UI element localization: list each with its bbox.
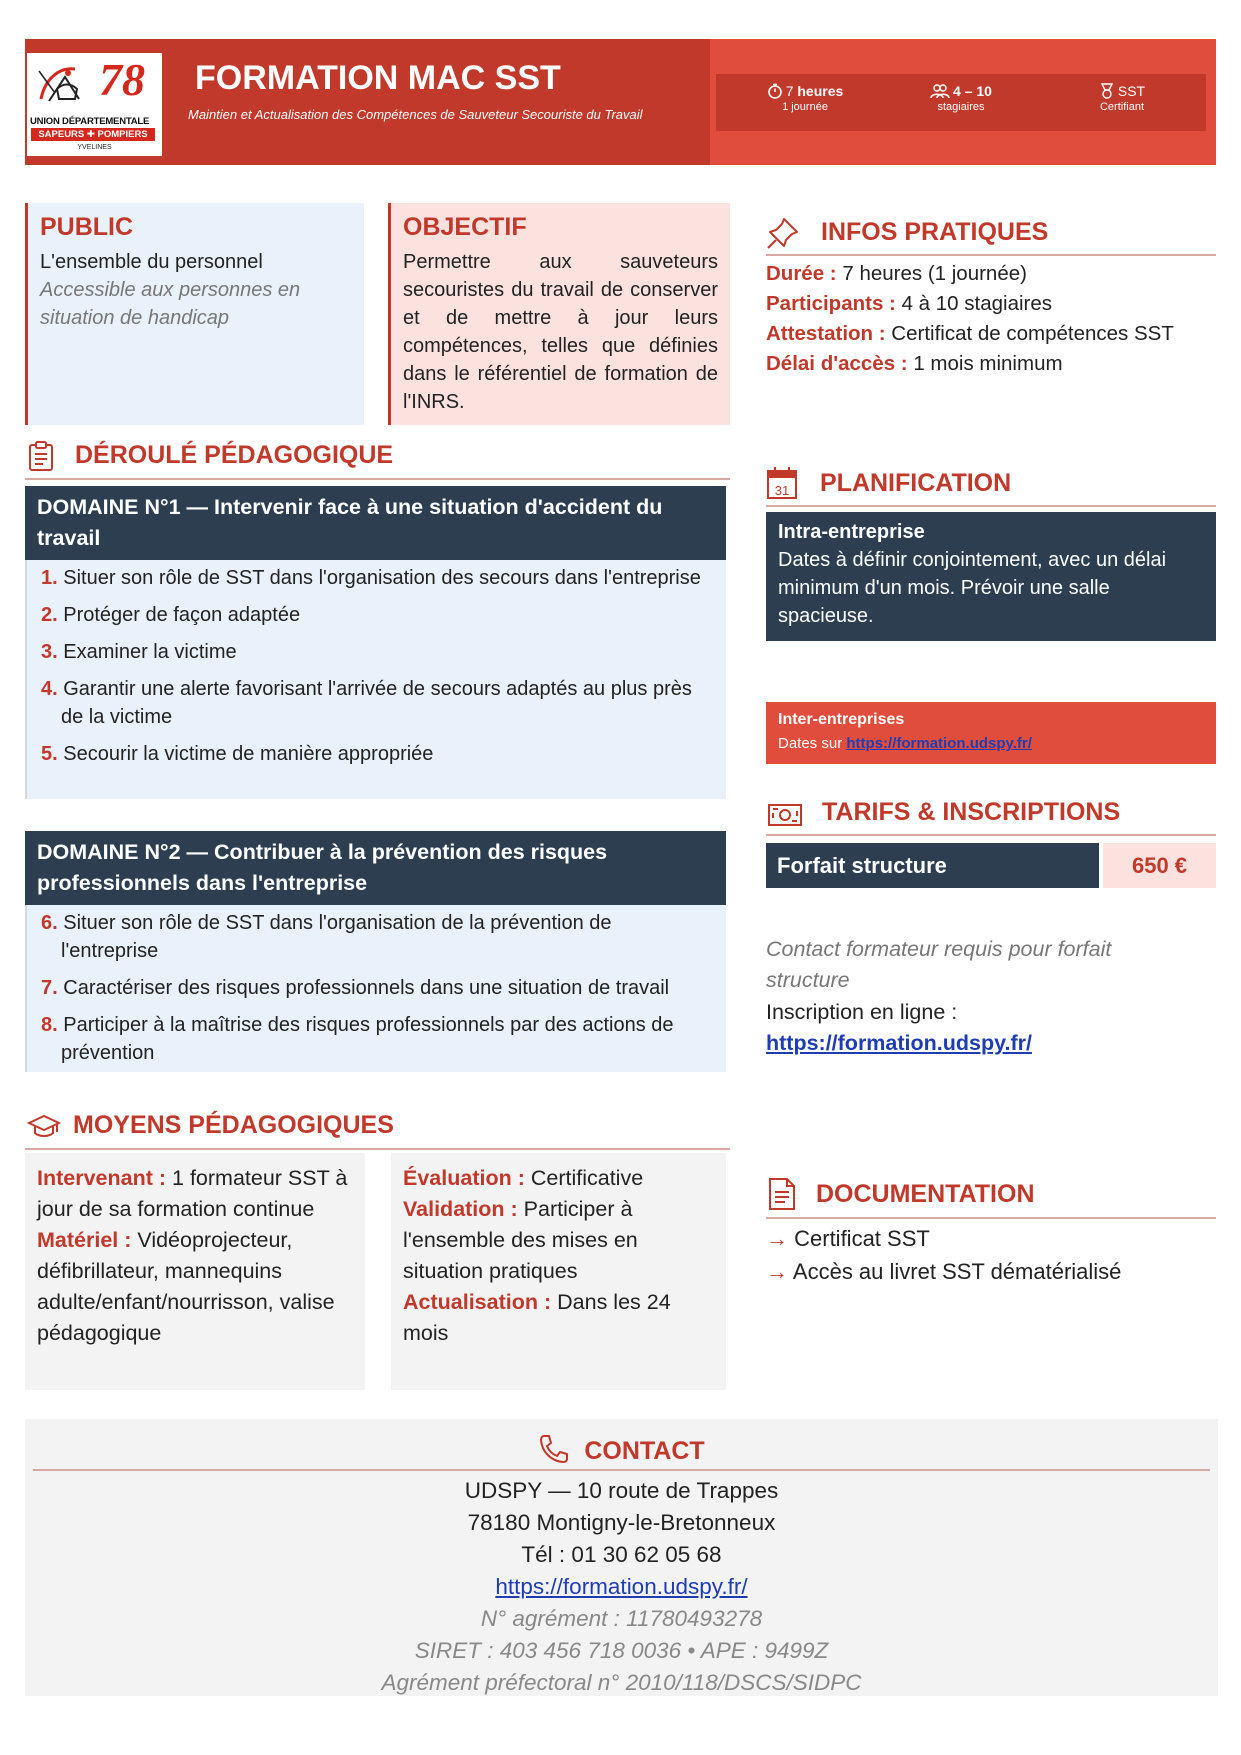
contact-address-line2: 78180 Montigny-le-Bretonneux — [467, 1510, 776, 1535]
evaluation-label: Évaluation : — [403, 1166, 525, 1190]
logo-line-sapeurs: SAPEURS ✚ POMPIERS — [31, 128, 155, 141]
stat-participants-value: 4 – 10 — [953, 83, 992, 99]
domain-1-list — [25, 560, 726, 799]
item-number: 1. — [41, 567, 58, 589]
inscription-link[interactable]: https://formation.udspy.fr/ — [766, 1031, 1032, 1055]
stat-duration-unit: heures — [797, 83, 844, 99]
infos-title: INFOS PRATIQUES — [821, 218, 1049, 246]
forfait-price: 650 € — [1103, 843, 1216, 888]
list-item — [766, 1222, 1216, 1255]
infos-list — [766, 259, 1216, 379]
item-number: 8. — [41, 1014, 58, 1036]
info-value: Certificat de compétences SST — [891, 322, 1174, 345]
intra-entreprise-box — [766, 512, 1216, 641]
moyens-left-box — [25, 1153, 365, 1390]
group-icon — [930, 83, 950, 99]
list-item — [41, 638, 714, 666]
list-item — [41, 909, 714, 965]
moyens-divider — [25, 1148, 730, 1150]
inter-dates-line — [778, 732, 1204, 756]
info-label: Durée : — [766, 262, 837, 285]
item-number: 7. — [41, 977, 58, 999]
arrow-right-icon: → — [766, 1259, 788, 1284]
materiel-text: Vidéoprojecteur, défibrillateur, mannequins adulte/enfant/nourrisson, valise pédagogique — [37, 1228, 335, 1345]
evaluation-text: Certificative — [530, 1166, 644, 1190]
item-text: Situer son rôle de SST dans l'organisation de la prévention de l'entreprise — [61, 912, 612, 962]
deroule-divider — [25, 478, 730, 480]
contact-box — [25, 1419, 1218, 1696]
info-label: Délai d'accès : — [766, 352, 908, 375]
domain-2-list — [25, 905, 726, 1072]
inter-entreprises-box — [766, 702, 1216, 764]
documentation-title: DOCUMENTATION — [816, 1180, 1035, 1208]
stats-bar — [716, 74, 1206, 131]
stat-participants-label: stagiaires — [937, 101, 985, 113]
intra-title: Intra-entreprise — [778, 521, 925, 543]
stopwatch-icon — [767, 83, 783, 99]
intervenant-label: Intervenant : — [37, 1166, 167, 1190]
actualisation-text: Dans les 24 mois — [403, 1290, 671, 1345]
document-icon — [768, 1177, 796, 1211]
arrow-right-icon: → — [766, 1226, 788, 1251]
stat-participants — [901, 82, 1021, 114]
phone-icon — [538, 1433, 570, 1465]
domain-2-title: DOMAINE N°2 — Contribuer à la prévention des risques professionnels dans l'entreprise — [25, 831, 726, 905]
calendar-icon — [766, 466, 798, 500]
info-label: Attestation : — [766, 322, 886, 345]
forfait-label: Forfait structure — [766, 843, 1099, 888]
domain-1-title: DOMAINE N°1 — Intervenir face à une situation d'accident du travail — [25, 486, 726, 560]
inter-title: Inter-entreprises — [778, 711, 905, 728]
contact-title: CONTACT — [584, 1437, 705, 1465]
item-text: Situer son rôle de SST dans l'organisation des secours dans l'entreprise — [63, 567, 701, 589]
contact-website-link[interactable]: https://formation.udspy.fr/ — [495, 1574, 748, 1599]
info-value: 1 mois minimum — [913, 352, 1063, 375]
item-text: Protéger de façon adaptée — [63, 604, 301, 626]
moyens-evaluation — [403, 1163, 714, 1194]
item-text: Participer à la maîtrise des risques professionnels par des actions de prévention — [61, 1014, 674, 1064]
inscription-label: Inscription en ligne : — [766, 1000, 958, 1024]
stat-certification — [1062, 82, 1182, 114]
planification-title: PLANIFICATION — [820, 469, 1012, 497]
moyens-validation — [403, 1194, 714, 1287]
item-number: 5. — [41, 743, 58, 765]
info-value: 4 à 10 stagiaires — [901, 292, 1053, 315]
contact-agrement: N° agrément : 11780493278 — [480, 1606, 763, 1631]
moyens-right-box — [391, 1153, 726, 1390]
item-number: 2. — [41, 604, 58, 626]
contact-divider — [33, 1469, 1210, 1471]
item-text: Secourir la victime de manière appropriée — [63, 743, 434, 765]
info-value: 7 heures (1 journée) — [842, 262, 1027, 285]
list-item — [41, 974, 714, 1002]
tarifs-title: TARIFS & INSCRIPTIONS — [822, 798, 1121, 826]
calendar-day-number: 31 — [774, 483, 790, 498]
page-title: FORMATION MAC SST — [195, 59, 561, 97]
page-subtitle: Maintien et Actualisation des Compétences de Sauveteur Secouriste du Travail — [188, 107, 643, 122]
objectif-box — [388, 203, 730, 425]
deroule-title: DÉROULÉ PÉDAGOGIQUE — [75, 441, 394, 469]
doc-item-text: Certificat SST — [794, 1226, 930, 1251]
actualisation-label: Actualisation : — [403, 1290, 552, 1314]
info-duree — [766, 259, 1216, 289]
contact-heading — [25, 1433, 1218, 1466]
item-text: Examiner la victime — [63, 641, 237, 663]
logo-number: 78 — [99, 54, 145, 105]
list-item — [41, 675, 714, 731]
medal-icon — [1099, 83, 1115, 99]
item-text: Caractériser des risques professionnels dans une situation de travail — [63, 977, 670, 999]
validation-label: Validation : — [403, 1197, 518, 1221]
udspy-logo — [27, 53, 162, 156]
moyens-title: MOYENS PÉDAGOGIQUES — [73, 1111, 394, 1139]
item-number: 4. — [41, 678, 58, 700]
header-banner — [25, 39, 1216, 165]
list-item — [41, 601, 714, 629]
doc-item-text: Accès au livret SST dématérialisé — [792, 1259, 1122, 1284]
graduation-cap-icon — [27, 1114, 61, 1140]
clipboard-icon — [27, 440, 55, 472]
logo-line-yvelines: YVELINES — [77, 144, 112, 151]
moyens-actualisation — [403, 1287, 714, 1349]
contact-address-line1: UDSPY — 10 route de Trappes — [464, 1478, 779, 1503]
materiel-label: Matériel : — [37, 1228, 132, 1252]
documentation-divider — [766, 1217, 1216, 1219]
domain-1 — [25, 486, 726, 799]
inter-dates-prefix: Dates sur — [778, 735, 843, 752]
info-label: Participants : — [766, 292, 896, 315]
objectif-title: OBJECTIF — [403, 213, 527, 241]
planification-divider — [766, 505, 1216, 507]
info-attestation — [766, 319, 1216, 349]
stat-certification-label: Certifiant — [1099, 101, 1145, 113]
stat-certification-value: SST — [1117, 83, 1146, 99]
intervenant-text: 1 formateur SST à jour de sa formation continue — [37, 1166, 348, 1221]
stat-duration-label: 1 journée — [782, 101, 828, 113]
pin-icon — [766, 216, 800, 250]
stat-duration — [745, 82, 865, 114]
public-title: PUBLIC — [40, 213, 134, 241]
tarifs-note: Contact formateur requis pour forfait structure — [766, 937, 1112, 992]
item-number: 3. — [41, 641, 58, 663]
public-accessibility-note: Accessible aux personnes en situation de handicap — [40, 279, 301, 329]
contact-siret: SIRET : 403 456 718 0036 • APE : 9499Z — [414, 1638, 829, 1663]
moyens-materiel — [37, 1225, 353, 1349]
inter-dates-link[interactable]: https://formation.udspy.fr/ — [846, 735, 1032, 752]
list-item — [41, 1011, 714, 1067]
public-text: L'ensemble du personnel — [40, 251, 263, 273]
list-item — [766, 1255, 1216, 1288]
item-number: 6. — [41, 912, 58, 934]
info-participants — [766, 289, 1216, 319]
item-text: Garantir une alerte favorisant l'arrivée de secours adaptés au plus près de la victime — [61, 678, 692, 728]
contact-prefectoral: Agrément préfectoral n° 2010/118/DSCS/SIDPC — [381, 1670, 862, 1695]
logo-line-union: UNION DÉPARTEMENTALE — [30, 116, 150, 127]
validation-text: Participer à l'ensemble des mises en situation pratiques — [403, 1197, 638, 1283]
contact-phone: Tél : 01 30 62 05 68 — [521, 1542, 722, 1567]
documentation-list — [766, 1222, 1216, 1288]
moyens-intervenant — [37, 1163, 353, 1225]
money-icon — [768, 802, 802, 828]
stat-duration-value: 7 — [785, 83, 794, 99]
list-item — [41, 564, 714, 592]
domain-2 — [25, 831, 726, 1072]
firefighter-helmet-logo-icon — [35, 59, 95, 107]
info-delai — [766, 349, 1216, 379]
objectif-text: Permettre aux sauveteurs secouristes du travail de conserver et de mettre à jour leurs compétences, telles que définies dans le référentiel de formation de l'INRS. — [403, 251, 718, 413]
public-box — [25, 203, 364, 425]
infos-divider — [766, 254, 1216, 256]
list-item — [41, 740, 714, 768]
tarifs-divider — [766, 834, 1216, 836]
intra-text: Dates à définir conjointement, avec un délai minimum d'un mois. Prévoir une salle spacieuse. — [778, 549, 1167, 627]
